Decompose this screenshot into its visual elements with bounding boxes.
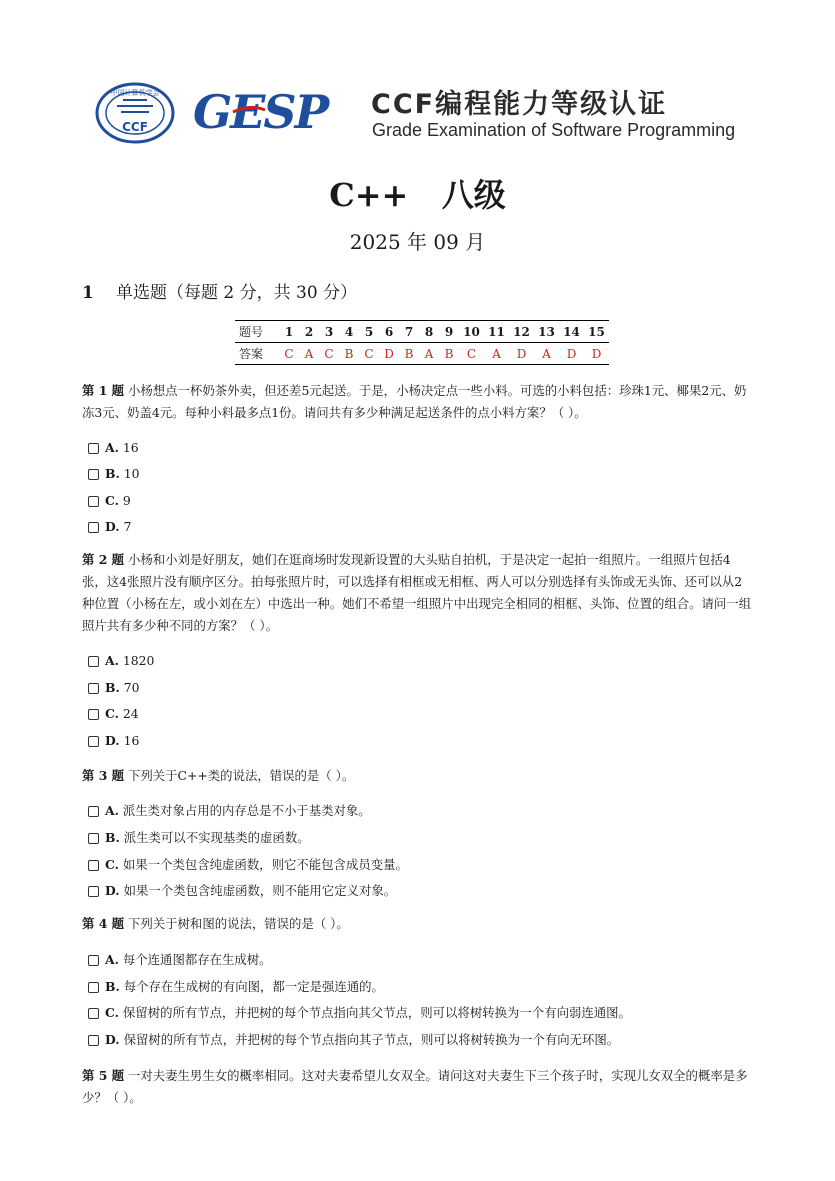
- option-letter: C.: [105, 706, 119, 721]
- option-text: 16: [122, 440, 139, 455]
- answer-table-number-row: [235, 321, 609, 343]
- checkbox-icon[interactable]: [88, 955, 99, 966]
- question-label: 第 2 题: [82, 552, 125, 567]
- checkbox-icon[interactable]: [88, 833, 99, 844]
- checkbox-icon[interactable]: [88, 656, 99, 667]
- ccf-logo-text: 中国计算机学会: [110, 89, 160, 97]
- question-number-cell: 6: [379, 321, 399, 343]
- option-letter: C.: [105, 493, 119, 508]
- question-number-cell: 14: [559, 321, 584, 343]
- option-b[interactable]: [88, 979, 384, 995]
- option-text: 1820: [122, 653, 155, 668]
- checkbox-icon[interactable]: [88, 709, 99, 720]
- question-number-cell: 8: [419, 321, 439, 343]
- answer-cell: D: [384, 346, 394, 361]
- question-number-cell: 10: [459, 321, 484, 343]
- option-a[interactable]: [88, 440, 139, 456]
- option-text: 派生类对象占用的内存总是不小于基类对象。: [122, 803, 371, 818]
- question-label: 第 4 题: [82, 916, 125, 931]
- question-text: 小杨想点一杯奶茶外卖，但还差5元起送。于是，小杨决定点一些小料。可选的小料包括：珍珠1元、椰果2元、奶冻3元、奶盖4元。每种小料最多点1份。请问共有多少种满足起送条件的点小料方案？（ ）。: [82, 383, 747, 420]
- option-letter: C.: [105, 1005, 119, 1020]
- option-letter: D.: [105, 519, 120, 534]
- checkbox-icon[interactable]: [88, 1035, 99, 1046]
- answer-cell: C: [466, 346, 477, 361]
- option-a[interactable]: [88, 653, 154, 669]
- option-text: 7: [123, 519, 132, 534]
- question-number-cell: 5: [359, 321, 379, 343]
- section-number: 1: [82, 283, 94, 303]
- question-number-cell: 9: [439, 321, 459, 343]
- option-text: 每个存在生成树的有向图，都一定是强连通的。: [123, 979, 384, 994]
- answer-table: [235, 320, 609, 365]
- answer-cell: B: [404, 346, 414, 361]
- option-letter: A.: [105, 653, 119, 668]
- option-b[interactable]: [88, 830, 310, 846]
- question-label: 第 1 题: [82, 383, 125, 398]
- document-title: C++ 八级: [329, 176, 506, 214]
- option-b[interactable]: [88, 680, 140, 696]
- option-d[interactable]: [88, 733, 139, 749]
- option-letter: C.: [105, 857, 119, 872]
- answer-cell: C: [324, 346, 334, 361]
- question-number-cell: 2: [299, 321, 319, 343]
- option-c[interactable]: [88, 706, 139, 722]
- option-text: 派生类可以不实现基类的虚函数。: [123, 830, 310, 845]
- section-title: 单选题（每题 2 分，共 30 分）: [116, 283, 358, 303]
- question-2: [82, 549, 754, 637]
- question-text: 一对夫妻生男生女的概率相同。这对夫妻希望儿女双全。请问这对夫妻生下三个孩子时，实现儿女双全的概率是多少？（ ）。: [82, 1068, 748, 1105]
- ccf-logo: [95, 82, 175, 144]
- question-label: 第 5 题: [82, 1068, 125, 1083]
- answer-cell: D: [591, 346, 602, 361]
- checkbox-icon[interactable]: [88, 736, 99, 747]
- question-text: 下列关于树和图的说法，错误的是（ ）。: [127, 916, 349, 931]
- checkbox-icon[interactable]: [88, 982, 99, 993]
- question-text: 下列关于C++类的说法，错误的是（ ）。: [127, 768, 355, 783]
- question-text: 小杨和小刘是好朋友，她们在逛商场时发现新设置的大头贴自拍机，于是决定一起拍一组照片。一组照片包括4张，这4张照片没有顺序区分。拍每张照片时，可以选择有相框或无相框、两人可以分别选择有头饰或无头饰、还可以从2种位置（小杨在左，或小刘在左）中选出一种。她们不希望一组照片中出现完全相同的相框、头饰、位置的组合。请问一组照片共有多少种不同的方案？（ ）。: [82, 552, 752, 633]
- question-number-cell: 15: [584, 321, 609, 343]
- option-text: 70: [123, 680, 140, 695]
- option-d[interactable]: [88, 883, 396, 899]
- question-number-cell: 1: [279, 321, 299, 343]
- option-a[interactable]: [88, 803, 371, 819]
- question-number-cell: 3: [319, 321, 339, 343]
- checkbox-icon[interactable]: [88, 806, 99, 817]
- answer-cell: C: [284, 346, 294, 361]
- option-letter: A.: [105, 803, 119, 818]
- question-label: 第 3 题: [82, 768, 125, 783]
- answer-cell: D: [516, 346, 527, 361]
- checkbox-icon[interactable]: [88, 469, 99, 480]
- checkbox-icon[interactable]: [88, 1008, 99, 1019]
- question-number-cell: 12: [509, 321, 534, 343]
- page-header: [95, 82, 755, 148]
- answer-cell: B: [344, 346, 354, 361]
- option-a[interactable]: [88, 952, 272, 968]
- option-text: 9: [122, 493, 131, 508]
- checkbox-icon[interactable]: [88, 683, 99, 694]
- checkbox-icon[interactable]: [88, 443, 99, 454]
- option-text: 24: [122, 706, 139, 721]
- answer-cell: A: [542, 346, 551, 361]
- option-letter: B.: [105, 830, 120, 845]
- option-d[interactable]: [88, 1032, 619, 1048]
- option-b[interactable]: [88, 466, 140, 482]
- section-heading: [82, 278, 357, 303]
- brand-title: CCF编程能力等级认证: [371, 89, 668, 120]
- option-letter: D.: [105, 733, 120, 748]
- option-text: 16: [123, 733, 140, 748]
- option-text: 保留树的所有节点，并把树的每个节点指向其子节点，则可以将树转换为一个有向无环图。: [123, 1032, 620, 1047]
- option-c[interactable]: [88, 493, 131, 509]
- answer-cell: A: [492, 346, 501, 361]
- gesp-logo: [191, 86, 349, 136]
- checkbox-icon[interactable]: [88, 522, 99, 533]
- option-letter: D.: [105, 883, 120, 898]
- question-number-cell: 13: [534, 321, 559, 343]
- option-letter: B.: [105, 979, 120, 994]
- question-number-cell: 4: [339, 321, 359, 343]
- option-text: 保留树的所有节点，并把树的每个节点指向其父节点，则可以将树转换为一个有向弱连通图。: [122, 1005, 631, 1020]
- option-text: 每个连通图都存在生成树。: [122, 952, 272, 967]
- row-label-answer: 答案: [239, 347, 264, 361]
- option-letter: A.: [105, 952, 119, 967]
- option-letter: D.: [105, 1032, 120, 1047]
- question-4: [82, 913, 754, 935]
- answer-cell: A: [424, 346, 434, 361]
- option-text: 如果一个类包含纯虚函数，则它不能包含成员变量。: [122, 857, 408, 872]
- question-5: [82, 1065, 754, 1109]
- brand-subtitle: Grade Examination of Software Programming: [372, 120, 736, 140]
- option-d[interactable]: [88, 519, 131, 535]
- question-number-cell: 11: [484, 321, 509, 343]
- option-c[interactable]: [88, 857, 408, 873]
- answer-cell: A: [304, 346, 314, 361]
- option-letter: B.: [105, 466, 120, 481]
- answer-cell: C: [364, 346, 374, 361]
- checkbox-icon[interactable]: [88, 496, 99, 507]
- gesp-logo-text: GESP: [193, 86, 328, 136]
- ccf-logo-abbr: CCF: [122, 120, 148, 134]
- checkbox-icon[interactable]: [88, 886, 99, 897]
- option-letter: A.: [105, 440, 119, 455]
- answer-cell: D: [566, 346, 577, 361]
- answer-cell: B: [444, 346, 454, 361]
- question-1: [82, 380, 754, 424]
- option-c[interactable]: [88, 1005, 631, 1021]
- answer-table-answer-row: [235, 343, 609, 365]
- option-text: 10: [123, 466, 140, 481]
- question-number-cell: 7: [399, 321, 419, 343]
- row-label-question: 题号: [235, 321, 279, 343]
- option-text: 如果一个类包含纯虚函数，则不能用它定义对象。: [123, 883, 397, 898]
- question-3: [82, 765, 754, 787]
- document-date: 2025 年 09 月: [349, 230, 486, 254]
- checkbox-icon[interactable]: [88, 860, 99, 871]
- option-letter: B.: [105, 680, 120, 695]
